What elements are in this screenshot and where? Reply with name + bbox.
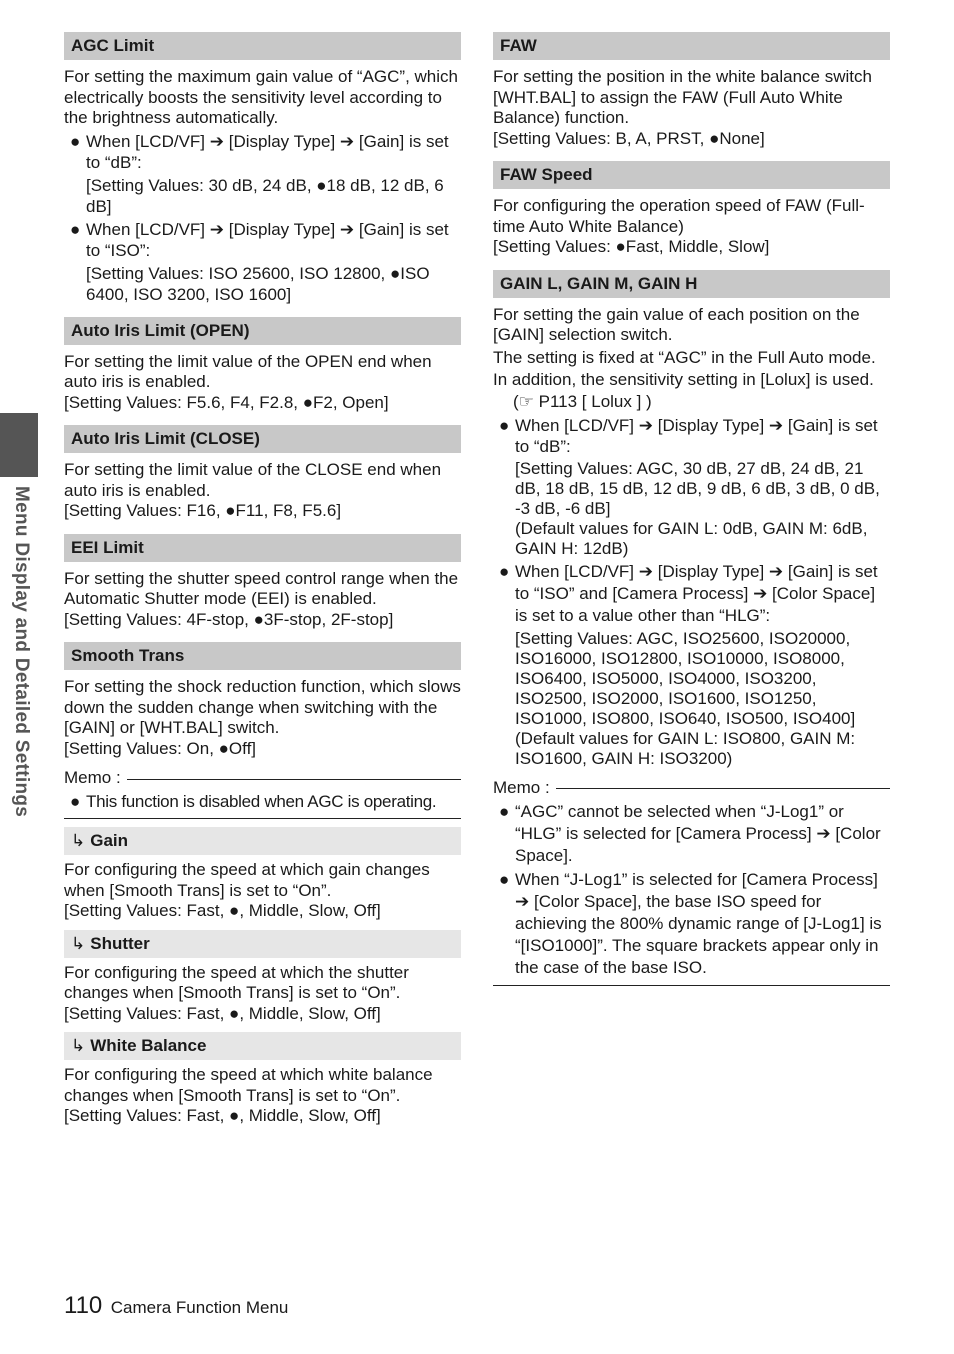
setting-values: [Setting Values: B, A, PRST, ●None]: [493, 128, 765, 148]
section-body: For configuring the speed at which white balance changes when [Smooth Trans] is set to “On”.: [64, 1065, 433, 1105]
bullet-icon: ●: [499, 869, 510, 889]
section-heading: FAW Speed: [493, 161, 890, 189]
section-body: The setting is fixed at “AGC” in the Full Auto mode.: [493, 347, 876, 367]
section-body: For setting the limit value of the OPEN end when auto iris is enabled.: [64, 351, 432, 391]
footer-title: Camera Function Menu: [110, 1298, 289, 1317]
setting-values: [Setting Values: ISO 25600, ISO 12800, ●ISO 6400, ISO 3200, ISO 1600]: [86, 263, 430, 304]
subsection-heading: [64, 930, 461, 958]
memo-label: Memo :: [493, 777, 550, 797]
section-heading: Auto Iris Limit (CLOSE): [64, 425, 461, 453]
setting-values: [Setting Values: F16, ●F11, F8, F5.6]: [64, 501, 342, 520]
bullet-icon: ●: [499, 561, 510, 581]
setting-values: [Setting Values: 4F-stop, ●3F-stop, 2F-stop]: [64, 609, 394, 629]
section-heading: AGC Limit: [64, 32, 461, 60]
right-column: [493, 32, 890, 986]
subsection-title: Gain: [90, 831, 129, 850]
subsection-title: White Balance: [90, 1036, 207, 1055]
section-gain-lmh: [493, 270, 890, 986]
default-values: (Default values for GAIN L: ISO800, GAIN M: ISO1600, GAIN H: ISO3200): [515, 728, 856, 768]
setting-values: [Setting Values: AGC, 30 dB, 27 dB, 24 dB, 21 dB, 18 dB, 15 dB, 12 dB, 9 dB, 6 dB, 3 dB, 0 dB, -3 dB, -6 dB]: [515, 458, 880, 518]
section-body: For setting the maximum gain value of “AGC”, which electrically boosts the sensitivity level according to the brightness automatically.: [64, 67, 458, 127]
chapter-side-label: Menu Display and Detailed Settings: [11, 486, 32, 818]
subsection-title: Shutter: [90, 933, 150, 953]
section-auto-iris-close: [64, 425, 461, 522]
setting-values: [Setting Values: ●Fast, Middle, Slow]: [493, 237, 770, 256]
subsection-arrow-icon: ↳: [71, 1036, 86, 1055]
section-heading: EEI Limit: [64, 534, 461, 562]
section-faw-speed: [493, 161, 890, 258]
setting-values: [Setting Values: F5.6, F4, F2.8, ●F2, Open]: [64, 392, 389, 412]
setting-values: [Setting Values: 30 dB, 24 dB, ●18 dB, 12 dB, 6 dB]: [86, 175, 444, 216]
section-heading: FAW: [493, 32, 890, 60]
section-white-balance: [64, 1032, 461, 1127]
chapter-tab-marker: [0, 413, 38, 477]
section-body: For setting the position in the white balance switch [WHT.BAL] to assign the FAW (Full Auto White Balance) function.: [493, 67, 872, 127]
left-column: [64, 32, 461, 1127]
page-number: 110: [64, 1292, 103, 1319]
section-faw: [493, 32, 890, 149]
section-body: For setting the limit value of the CLOSE end when auto iris is enabled.: [64, 460, 442, 500]
list-item: [64, 219, 461, 305]
bullet-icon: ●: [499, 415, 510, 435]
section-heading: Smooth Trans: [64, 642, 461, 670]
section-body: For setting the shutter speed control range when the Automatic Shutter mode (EEI) is enabled.: [64, 568, 459, 608]
section-body: For configuring the speed at which the shutter changes when [Smooth Trans] is set to “On”.: [64, 962, 409, 1002]
memo-text: When “J-Log1” is selected for [Camera Process] ➔ [Color Space], the base ISO speed for achieving the 800% dynamic range of [J-Log1] is “[ISO1000]”. The square brackets appear only in the case of the base ISO.: [515, 869, 882, 977]
list-item: [493, 869, 890, 979]
setting-values: [Setting Values: On, ●Off]: [64, 738, 257, 758]
section-body: For configuring the operation speed of FAW (Full-time Auto White Balance): [493, 196, 865, 236]
section-agc-limit: [64, 32, 461, 305]
setting-values: [Setting Values: AGC, ISO25600, ISO20000, ISO16000, ISO12800, ISO10000, ISO8000, ISO6400, ISO5000, ISO4000, ISO3200, ISO2500, ISO2000, ISO1600, ISO1250, ISO1000, ISO800, ISO640, ISO500, ISO400]: [515, 628, 856, 728]
section-heading: Auto Iris Limit (OPEN): [64, 317, 461, 345]
default-values: (Default values for GAIN L: 0dB, GAIN M: 6dB, GAIN H: 12dB): [515, 518, 868, 558]
section-shutter: [64, 930, 461, 1025]
page-reference-link[interactable]: (☞ P113 [ Lolux ] ): [513, 391, 652, 411]
subsection-heading: [64, 1032, 461, 1060]
list-item-text: When [LCD/VF] ➔ [Display Type] ➔ [Gain] is set to “ISO” and [Camera Process] ➔ [Color Space] is set to a value other than “HLG”:: [515, 561, 878, 625]
section-heading: GAIN L, GAIN M, GAIN H: [493, 270, 890, 298]
section-eei-limit: [64, 534, 461, 631]
setting-values: [Setting Values: Fast, ●, Middle, Slow, Off]: [64, 1106, 381, 1125]
list-item-text: When [LCD/VF] ➔ [Display Type] ➔ [Gain] is set to “dB”:: [86, 131, 449, 172]
memo-box: [64, 767, 461, 789]
memo-label: Memo :: [64, 768, 121, 787]
memo-text: “AGC” cannot be selected when “J-Log1” or “HLG” is selected for [Camera Process] ➔ [Color Space].: [515, 801, 881, 865]
list-item-text: When [LCD/VF] ➔ [Display Type] ➔ [Gain] is set to “ISO”:: [86, 219, 449, 260]
subsection-heading: [64, 827, 461, 855]
section-smooth-trans: [64, 642, 461, 819]
setting-values: [Setting Values: Fast, ●, Middle, Slow, Off]: [64, 1003, 381, 1023]
subsection-arrow-icon: ↳: [71, 831, 86, 850]
memo-rule: [556, 788, 890, 789]
page-footer: [64, 1292, 288, 1320]
section-body: For configuring the speed at which gain changes when [Smooth Trans] is set to “On”.: [64, 860, 430, 900]
memo-end-rule: [493, 985, 890, 986]
setting-values: [Setting Values: Fast, ●, Middle, Slow, Off]: [64, 901, 381, 920]
list-item: [64, 131, 461, 217]
bullet-icon: ●: [499, 801, 510, 821]
list-item: [64, 791, 461, 812]
bullet-icon: ●: [70, 131, 81, 151]
section-auto-iris-open: [64, 317, 461, 414]
section-body: For setting the shock reduction function, which slows down the sudden change when switching with the [GAIN] or [WHT.BAL] switch.: [64, 677, 461, 737]
bullet-icon: ●: [70, 792, 81, 811]
section-gain: [64, 827, 461, 922]
memo-box: [493, 777, 890, 799]
section-body: In addition, the sensitivity setting in [Lolux] is used.: [493, 370, 874, 389]
list-item: [493, 801, 890, 867]
section-body: For setting the gain value of each position on the [GAIN] selection switch.: [493, 304, 860, 344]
subsection-arrow-icon: ↳: [71, 933, 86, 953]
list-item: [493, 415, 890, 559]
memo-text: This function is disabled when AGC is operating.: [86, 792, 437, 811]
list-item-text: When [LCD/VF] ➔ [Display Type] ➔ [Gain] is set to “dB”:: [515, 415, 878, 456]
bullet-icon: ●: [70, 219, 81, 239]
memo-rule: [127, 779, 461, 780]
list-item: [493, 561, 890, 769]
